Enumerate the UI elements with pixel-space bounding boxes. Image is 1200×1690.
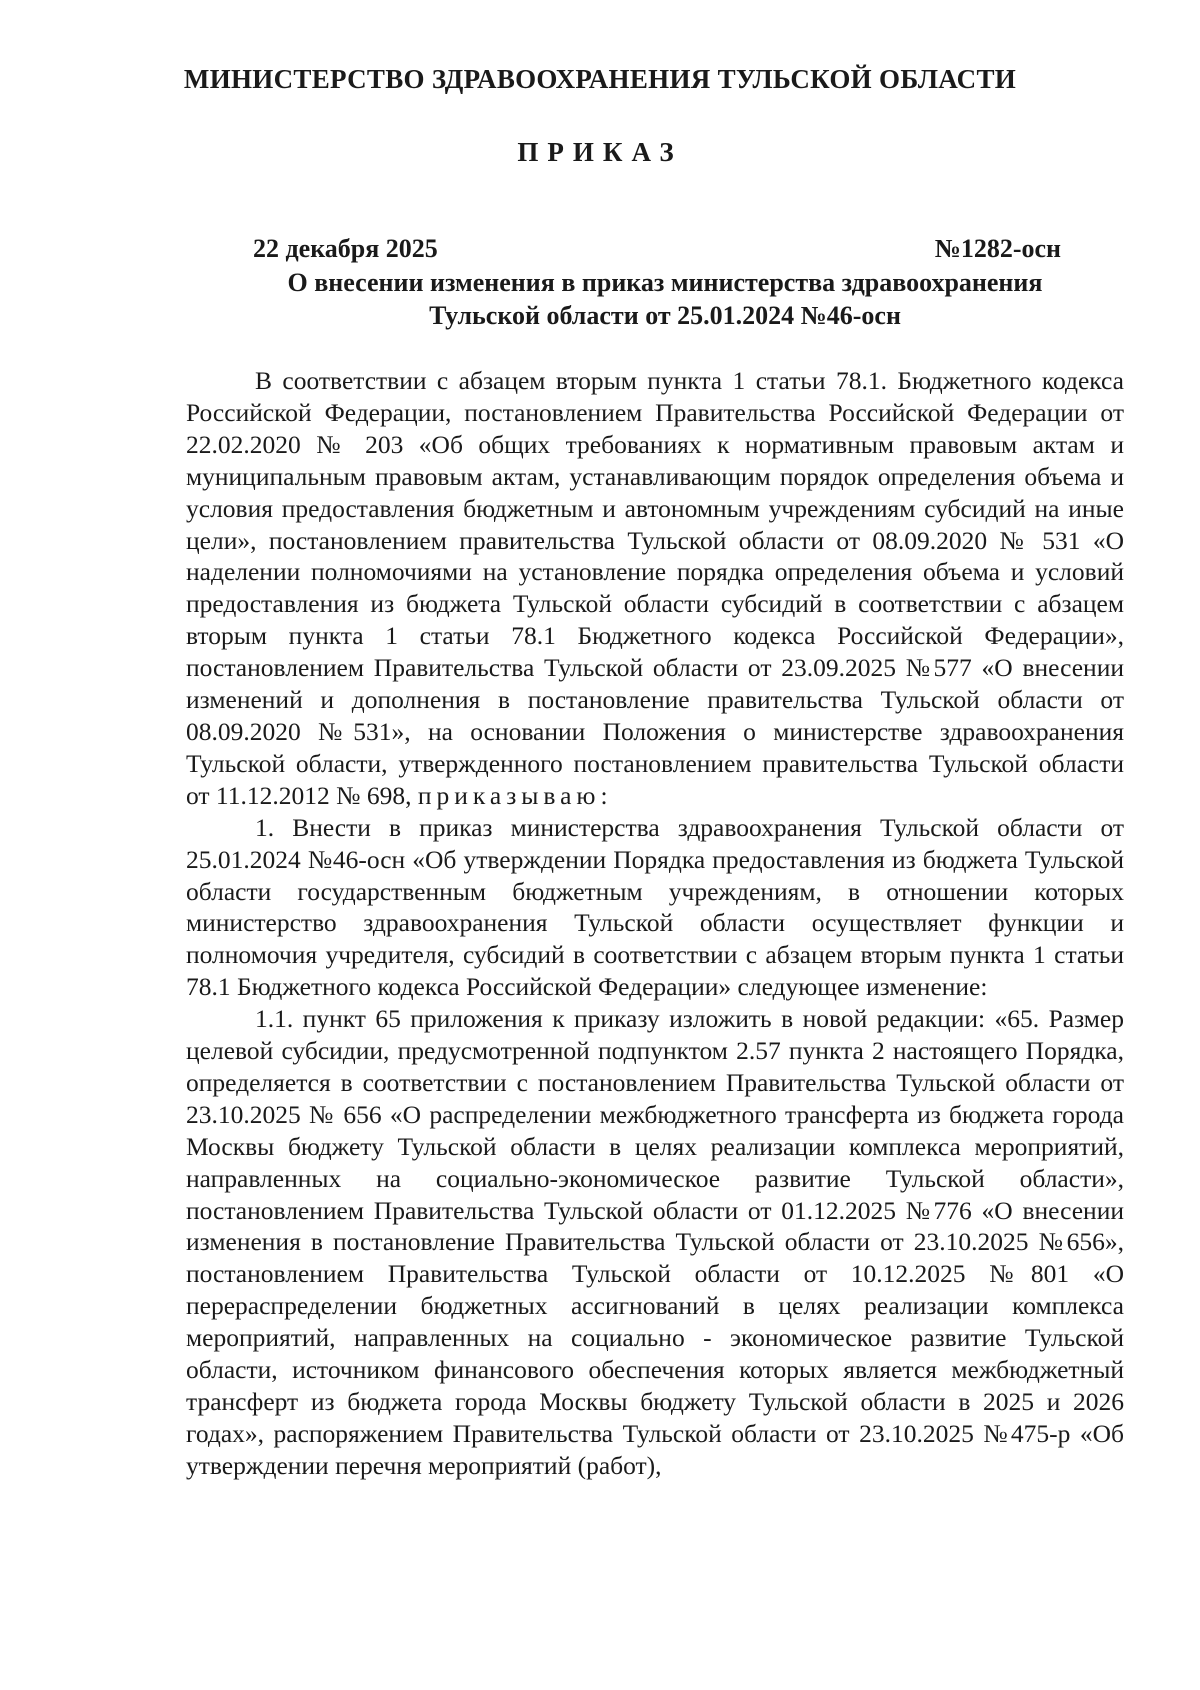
order-verb: приказываю: bbox=[417, 780, 613, 810]
document-body bbox=[186, 365, 1124, 1482]
order-number: №1282-осн bbox=[934, 234, 1061, 263]
preamble-paragraph bbox=[186, 365, 1124, 812]
item-1-paragraph: 1. Внести в приказ министерства здравоохранения Тульской области от 25.01.2024 №46-осн «Об утверждении Порядка предоставления из бюджета Тульской области государственным бюджетным учреждениям, в отношении которых министерство здравоохранения Тульской области осуществляет функции и полномочия учредителя, субсидий в соответствии с абзацем вторым пункта 1 статьи 78.1 Бюджетного кодекса Российской Федерации» следующее изменение: bbox=[186, 812, 1124, 1002]
item-1-1-paragraph: 1.1. пункт 65 приложения к приказу изложить в новой редакции: «65. Размер целевой субсидии, предусмотренной подпунктом 2.57 пункта 2 настоящего Порядка, определяется в соответствии с постановлением Правительства Тульской области от 23.10.2025 № 656 «О распределении межбюджетного трансферта из бюджета города Москвы бюджету Тульской области в целях реализации комплекса мероприятий, направленных на социально-экономическое развитие Тульской области», постановлением Правительства Тульской области от 01.12.2025 №776 «О внесении изменения в постановление Правительства Тульской области от 23.10.2025 №656», постановлением Правительства Тульской области от 10.12.2025 №801 «О перераспределении бюджетных ассигнований в целях реализации комплекса мероприятий, направленных на социально - экономическое развитие Тульской области, источником финансового обеспечения которых является межбюджетный трансферт из бюджета города Москвы бюджету Тульской области в 2025 и 2026 годах», распоряжением Правительства Тульской области от 23.10.2025 №475-р «Об утверждении перечня мероприятий (работ), bbox=[186, 1004, 1124, 1480]
preamble-text: В соответствии с абзацем вторым пункта 1 статьи 78.1. Бюджетного кодекса Российской Федерации, постановлением Правительства Российской Федерации от 22.02.2020 № 203 «Об общих требованиях к нормативным правовым актам и муниципальным правовым актам, устанавливающим порядок определения объема и условия предоставления бюджетным и автономным учреждениям субсидий на иные цели», постановлением правительства Тульской области от 08.09.2020 № 531 «О наделении полномочиями на установление порядка определения объема и условий предоставления из бюджета Тульской области субсидий в соответствии с абзацем вторым пункта 1 статьи 78.1 Бюджетного кодекса Российской Федерации», постановлением Правительства Тульской области от 23.09.2025 №577 «О внесении изменений и дополнения в постановление правительства Тульской области от 08.09.2020 №531», на основании Положения о министерстве здравоохранения Тульской области, утвержденного постановлением правительства Тульской области от 11.12.2012 № 698, bbox=[186, 366, 1124, 810]
ministry-heading: МИНИСТЕРСТВО ЗДРАВООХРАНЕНИЯ ТУЛЬСКОЙ ОБЛАСТИ bbox=[183, 64, 1017, 94]
order-heading: ПРИКАЗ bbox=[517, 137, 683, 167]
order-date: 22 декабря 2025 bbox=[253, 234, 438, 263]
order-title: О внесении изменения в приказ министерства здравоохранения Тульской области от 25.01.2024 №46-осн bbox=[287, 268, 1043, 330]
